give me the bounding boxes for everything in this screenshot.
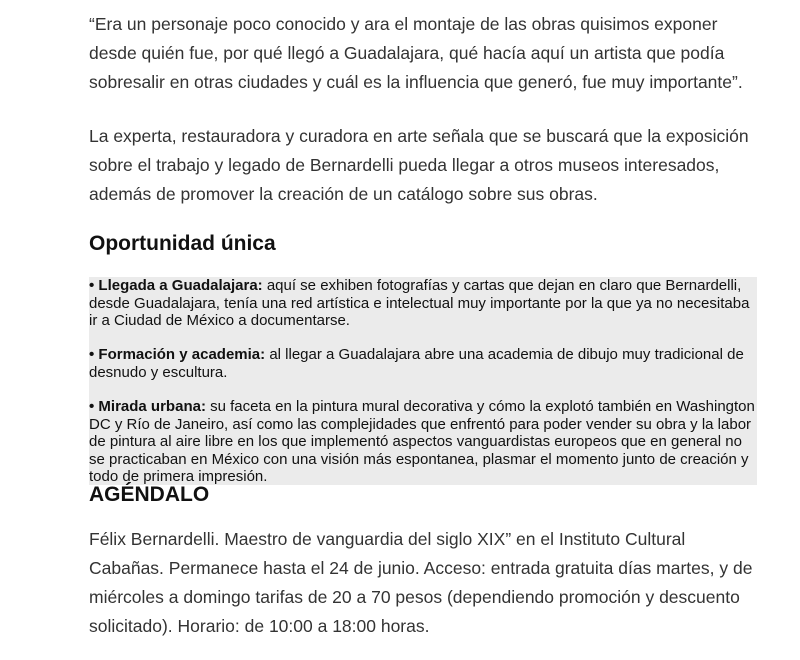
agenda-paragraph: Félix Bernardelli. Maestro de vanguardia del siglo XIX” en el Instituto Cultural Cabañas. Permanece hasta el 24 de junio. Acceso: entrada gratuita días martes, y de miércoles a domingo tarifas de 20 a 70 pesos (dependiendo promoción y descuento solicitado). Horario: de 10:00 a 18:00 horas. (89, 529, 753, 636)
bullet-item-llegada (89, 277, 757, 330)
quote-paragraph: “Era un personaje poco conocido y ara el montaje de las obras quisimos exponer desde quién fue, por qué llegó a Guadalajara, qué hacía aquí un artista que podía sobresalir en otras ciudades y cuál es la influencia que generó, fue muy importante”. (89, 14, 743, 92)
bullet-text: aquí se exhiben fotografías y cartas que dejan en claro que Bernardelli, desde Guadalajara, tenía una red artística e intelectual muy importante por la que ya no necesitaba ir a Ciudad de México a documentarse. (89, 277, 750, 329)
agenda-title: AGÉNDALO (89, 483, 210, 506)
bullet-text: su faceta en la pintura mural decorativa y cómo la explotó también en Washington DC y Río de Janeiro, así como las complejidades que enfrentó para poder vender su obra y la labor de pintura al aire libre en los que implementó aspectos vanguardistas europeos que en general no se practicaban en México con una visión más espontanea, plasmar el momento junto de creación y todo de primera impresión. (89, 398, 755, 485)
bullet-item-formacion (89, 346, 757, 381)
bullet-text: al llegar a Guadalajara abre una academia de dibujo muy tradicional de desnudo y escultura. (89, 346, 744, 381)
bullet-title: • Mirada urbana: (89, 398, 206, 415)
bullet-title: • Formación y academia: (89, 346, 266, 363)
bullet-title: • Llegada a Guadalajara: (89, 277, 263, 294)
bullet-item-mirada (89, 398, 757, 486)
section-heading: Oportunidad única (89, 232, 276, 255)
expert-paragraph: La experta, restauradora y curadora en arte señala que se buscará que la exposición sobre el trabajo y legado de Bernardelli pueda llegar a otros museos interesados, además de promover la creación de un catálogo sobre sus obras. (89, 126, 749, 204)
